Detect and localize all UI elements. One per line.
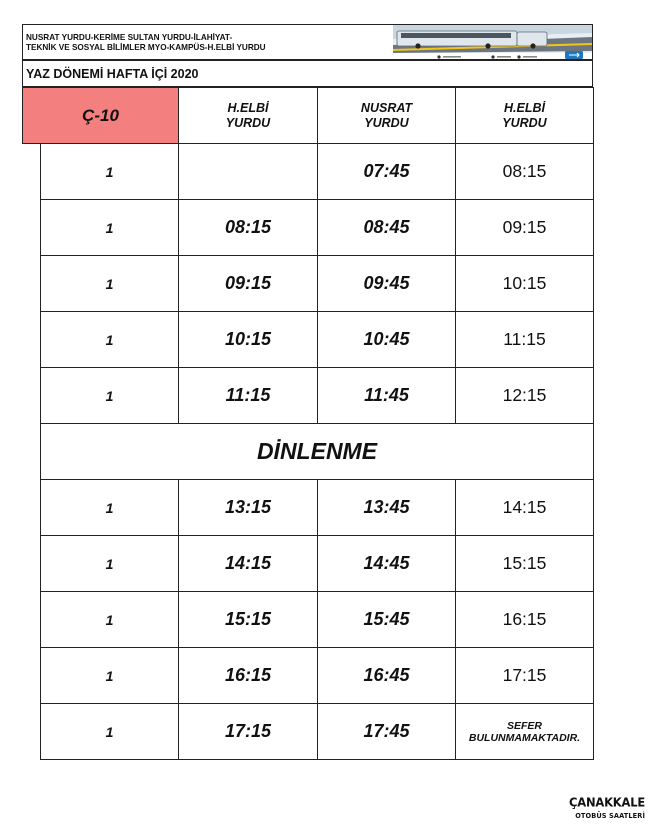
departure-time-cell [455,199,594,256]
departure-time-cell-text: 10:15 [502,273,547,293]
bus-banner-image [393,24,593,60]
departure-time-cell [455,535,594,592]
trip-count-cell [40,647,179,704]
departure-time-cell-text: 10:15 [224,329,272,349]
departure-time-cell-text: 14:45 [363,553,410,573]
departure-time-cell [317,647,456,704]
no-trip-note-cell-line-1: SEFER [506,719,542,732]
departure-time-cell-text: 11:15 [503,329,546,349]
trip-count-cell [40,199,179,256]
departure-time-cell [455,367,594,424]
trip-count-cell [40,535,179,592]
departure-time-cell-text: 15:15 [224,609,272,629]
column-header-3-line-1: H.ELBİ [504,100,545,115]
departure-time-cell [178,255,318,312]
departure-time-cell [317,199,456,256]
departure-time-cell [455,143,594,200]
departure-time-cell [178,591,318,648]
departure-time-cell-text: 08:15 [502,161,547,181]
column-header-2-line-2: YURDU [364,115,409,130]
departure-time-cell [178,479,318,536]
departure-time-cell [455,311,594,368]
break-row-text: DİNLENME [256,438,378,464]
departure-time-cell-text: 13:15 [224,497,272,517]
departure-time-cell [178,647,318,704]
column-header-2-line-1: NUSRAT [360,100,413,115]
trip-count-cell-text: 1 [105,555,114,572]
trip-count-cell-text: 1 [105,667,114,684]
departure-time-cell-text: 07:45 [363,161,410,181]
departure-time-cell-text: 08:45 [363,217,410,237]
departure-time-cell-text: 15:45 [363,609,410,629]
departure-time-cell-text: 17:15 [224,721,272,741]
no-trip-note-cell-line-2: BULUNMAMAKTADIR. [468,731,581,744]
trip-count-cell [40,703,179,760]
logo-line-1: ÇANAKKALE [569,794,645,810]
departure-time-cell [317,367,456,424]
departure-time-cell-text: 17:15 [502,665,547,685]
departure-time-cell-text: 09:15 [224,273,272,293]
no-trip-note-cell [455,703,594,760]
trip-count-cell-text: 1 [105,163,114,180]
departure-time-cell [317,255,456,312]
route-title-line-1: NUSRAT YURDU-KERİME SULTAN YURDU-İLAHİYAT- [26,33,233,42]
trip-count-cell [40,591,179,648]
trip-count-cell [40,367,179,424]
line-code-header-text: Ç-10 [82,105,119,125]
departure-time-cell-text: 16:15 [224,665,272,685]
departure-time-cell-text: 09:15 [502,217,547,237]
departure-time-cell [178,143,318,200]
departure-time-cell [317,591,456,648]
departure-time-cell [455,591,594,648]
departure-time-cell [317,479,456,536]
departure-time-cell-text: 12:15 [502,385,547,405]
trip-count-cell [40,255,179,312]
departure-time-cell-text: 14:15 [224,553,272,573]
logo-line-2: OTOBÜS SAATLERİ [575,812,645,820]
bus-illustration-icon [393,25,593,60]
departure-time-cell [317,535,456,592]
departure-time-cell [317,703,456,760]
trip-count-cell-text: 1 [105,275,114,292]
trip-count-cell [40,479,179,536]
trip-count-cell-text: 1 [105,499,114,516]
departure-time-cell [317,311,456,368]
column-header-1-line-2: YURDU [225,115,271,130]
departure-time-cell-text: 14:15 [502,497,547,517]
departure-time-cell-text: 16:15 [502,609,547,629]
line-code-header [22,87,179,144]
departure-time-cell-text: 10:45 [363,329,410,349]
departure-time-cell [178,311,318,368]
departure-time-cell-text: 15:15 [502,553,547,573]
departure-time-cell [178,703,318,760]
departure-time-cell [178,535,318,592]
departure-time-cell [455,647,594,704]
departure-time-cell-text: 11:15 [225,385,271,405]
break-row [40,423,594,480]
trip-count-cell-text: 1 [105,387,114,404]
column-header-3 [455,87,594,144]
trip-count-cell [40,311,179,368]
departure-time-cell-text: 11:45 [364,385,409,405]
column-header-1 [178,87,318,144]
trip-count-cell-text: 1 [105,611,114,628]
route-title-line-2: TEKNİK VE SOSYAL BİLİMLER MYO-KAMPÜS-H.ELBİ YURDU [26,43,266,52]
column-header-3-line-2: YURDU [502,115,547,130]
trip-count-cell-text: 1 [105,331,114,348]
departure-time-cell-text: 09:45 [363,273,410,293]
departure-time-cell [317,143,456,200]
trip-count-cell [40,143,179,200]
route-title [22,24,394,60]
departure-time-cell-text: 17:45 [363,721,410,741]
departure-time-cell-text: 13:45 [363,497,410,517]
departure-time-cell [178,367,318,424]
column-header-2 [317,87,456,144]
departure-time-cell [178,199,318,256]
departure-time-cell [455,479,594,536]
departure-time-cell-text: 08:15 [224,217,272,237]
trip-count-cell-text: 1 [105,723,114,740]
canakkale-bus-logo [560,795,645,825]
season-title: YAZ DÖNEMİ HAFTA İÇİ 2020 [22,60,593,87]
column-header-1-line-1: H.ELBİ [227,100,269,115]
trip-count-cell-text: 1 [105,219,114,236]
departure-time-cell [455,255,594,312]
departure-time-cell-text: 16:45 [363,665,410,685]
